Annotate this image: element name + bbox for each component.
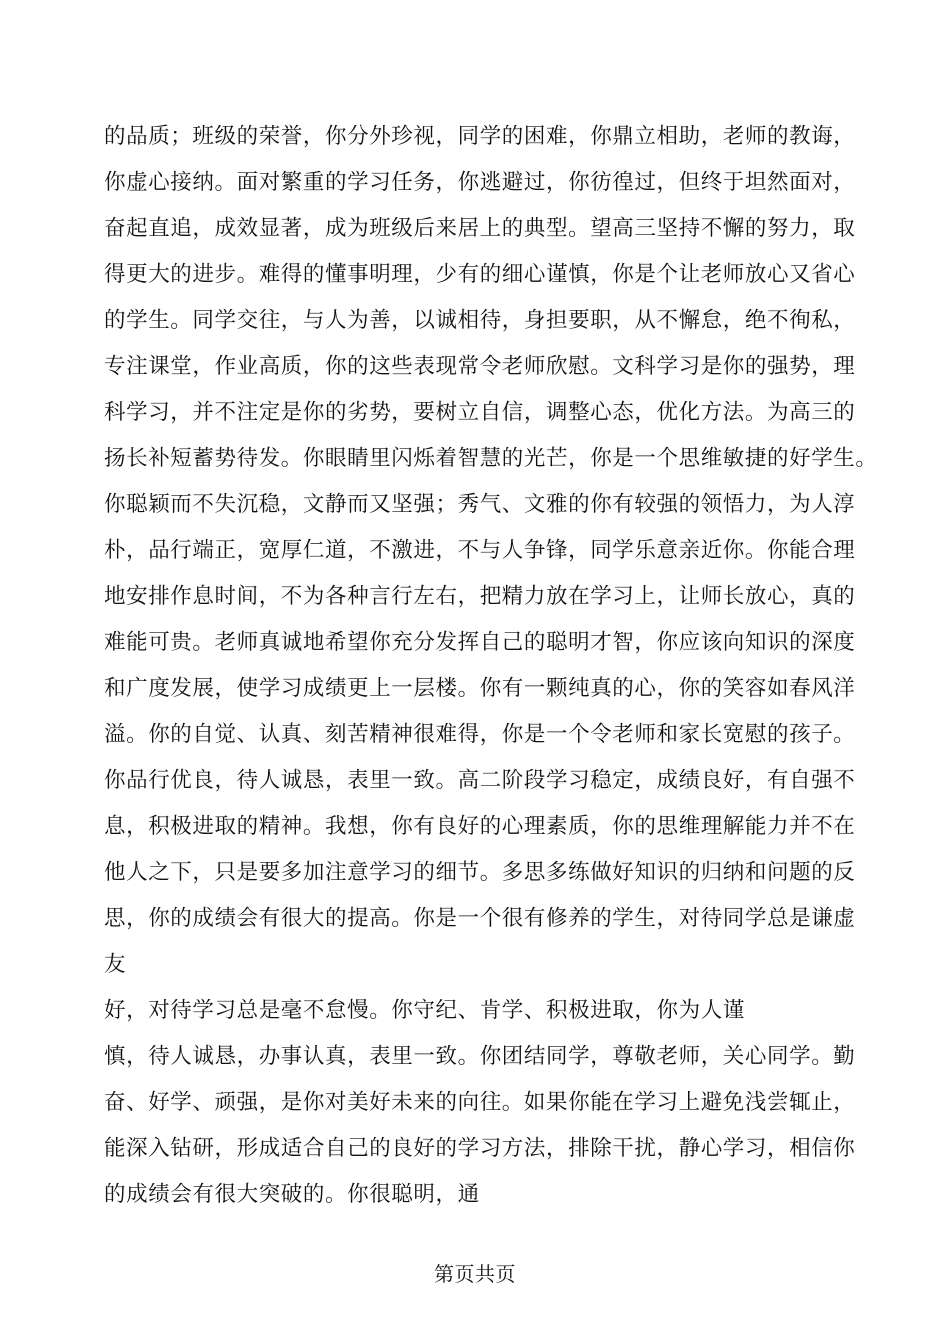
- document-body: [104, 114, 878, 1218]
- text-line: 溢。你的自觉、认真、刻苦精神很难得，你是一个令老师和家长宽慰的孩子。: [104, 722, 856, 747]
- text-line: 地安排作息时间，不为各种言行左右，把精力放在学习上，让师长放心，真的: [104, 584, 856, 609]
- text-line: 慎，待人诚恳，办事认真，表里一致。你团结同学，尊敬老师，关心同学。勤: [104, 1044, 856, 1069]
- text-line: 奋、好学、顽强，是你对美好未来的向往。如果你能在学习上避免浅尝辄止，: [104, 1090, 856, 1115]
- text-line: 科学习，并不注定是你的劣势，要树立自信，调整心态，优化方法。为高三的: [104, 400, 856, 425]
- text-line: 友: [104, 952, 127, 977]
- text-line: 扬长补短蓄势待发。你眼睛里闪烁着智慧的光芒，你是一个思维敏捷的好学生。: [104, 446, 878, 471]
- text-line: 你聪颖而不失沉稳，文静而又坚强；秀气、文雅的你有较强的领悟力，为人淳: [104, 492, 856, 517]
- text-line: 思，你的成绩会有很大的提高。你是一个很有修养的学生，对待同学总是谦虚: [104, 906, 856, 931]
- text-line: 他人之下，只是要多加注意学习的细节。多思多练做好知识的归纳和问题的反: [104, 860, 856, 885]
- text-line: 朴，品行端正，宽厚仁道，不激进，不与人争锋，同学乐意亲近你。你能合理: [104, 538, 856, 563]
- text-line: 难能可贵。老师真诚地希望你充分发挥自己的聪明才智，你应该向知识的深度: [104, 630, 856, 655]
- text-line: 得更大的进步。难得的懂事明理，少有的细心谨慎，你是个让老师放心又省心: [104, 262, 856, 287]
- text-line: 你品行优良，待人诚恳，表里一致。高二阶段学习稳定，成绩良好，有自强不: [104, 768, 856, 793]
- text-line: 专注课堂，作业高质，你的这些表现常令老师欣慰。文科学习是你的强势，理: [104, 354, 856, 379]
- text-line: 能深入钻研，形成适合自己的良好的学习方法，排除干扰，静心学习，相信你: [104, 1136, 856, 1161]
- text-line: 好，对待学习总是毫不怠慢。你守纪、肯学、积极进取，你为人谨: [104, 998, 745, 1023]
- text-line: 和广度发展，使学习成绩更上一层楼。你有一颗纯真的心，你的笑容如春风洋: [104, 676, 856, 701]
- page-footer: 第页共页: [434, 1262, 516, 1286]
- text-line: 的成绩会有很大突破的。你很聪明，通: [104, 1182, 480, 1207]
- text-line: 的学生。同学交往，与人为善，以诚相待，身担要职，从不懈怠，绝不徇私，: [104, 308, 856, 333]
- text-line: 的品质；班级的荣誉，你分外珍视，同学的困难，你鼎立相助，老师的教诲，: [104, 124, 856, 149]
- text-line: 奋起直追，成效显著，成为班级后来居上的典型。望高三坚持不懈的努力，取: [104, 216, 856, 241]
- text-line: 你虚心接纳。面对繁重的学习任务，你逃避过，你彷徨过，但终于坦然面对，: [104, 170, 856, 195]
- text-line: 息，积极进取的精神。我想，你有良好的心理素质，你的思维理解能力并不在: [104, 814, 856, 839]
